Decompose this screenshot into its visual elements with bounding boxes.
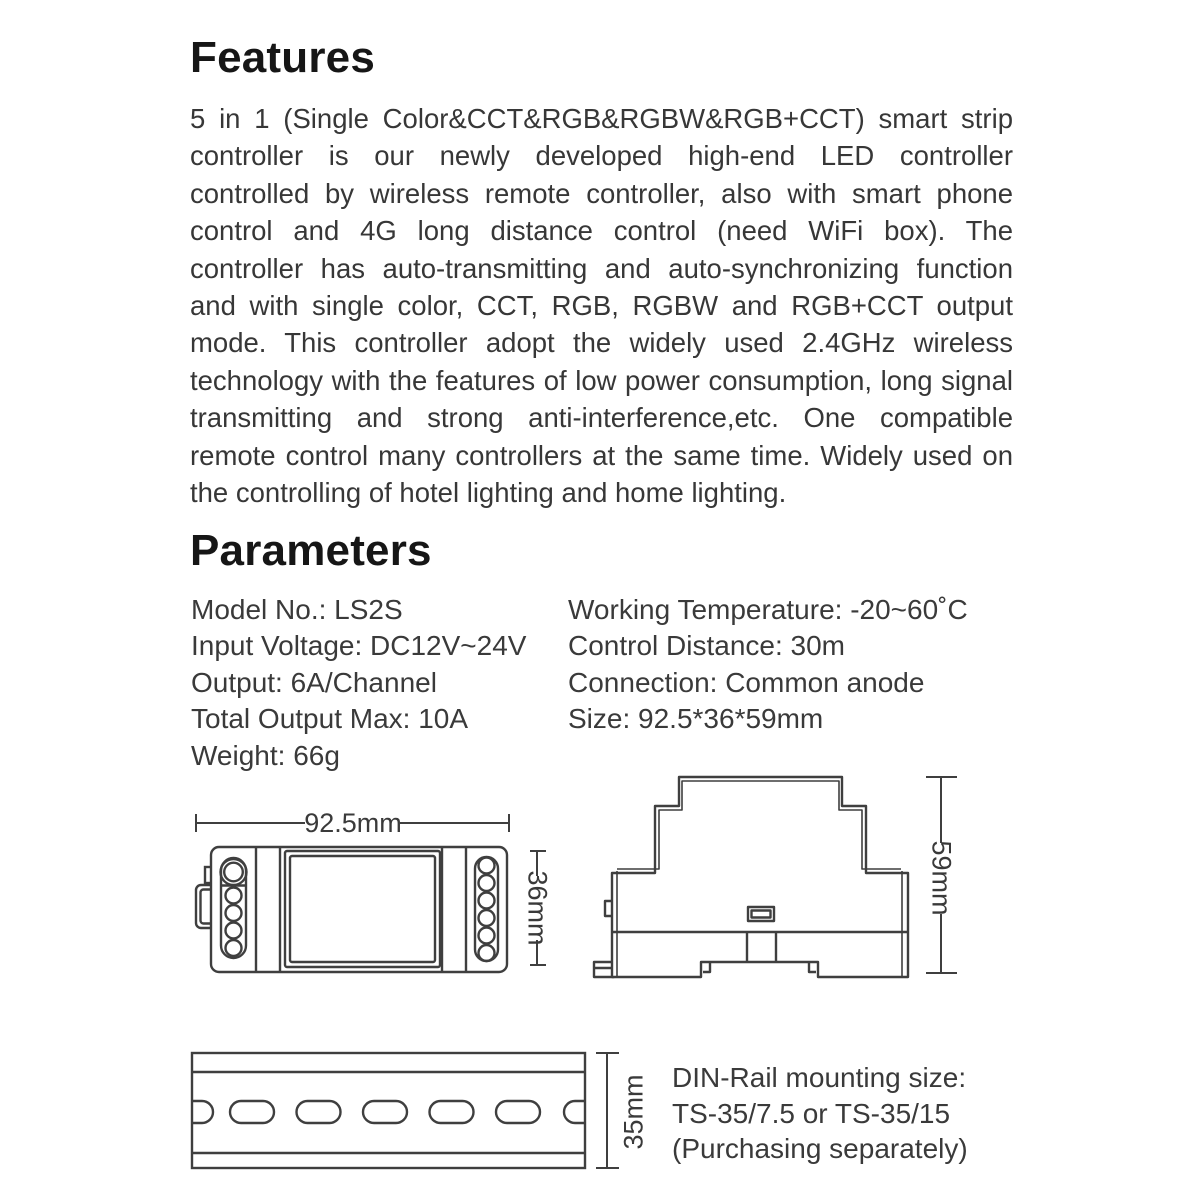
- din-rail-note: [672, 1060, 968, 1167]
- right-terminal-strip: [475, 857, 498, 961]
- top-view-drawing: [196, 847, 507, 972]
- param-weight: Weight: 66g: [191, 739, 340, 771]
- param-input-voltage: Input Voltage: DC12V~24V: [191, 630, 527, 662]
- din-note-line1: DIN-Rail mounting size:: [672, 1062, 967, 1093]
- side-height-dimension-label: 59mm: [926, 840, 957, 916]
- mounting-slot: [748, 907, 774, 921]
- side-tab: [196, 885, 215, 928]
- features-paragraph: 5 in 1 (Single Color&CCT&RGB&RGBW&RGB+CCT) smart strip controller is our newly developed high-end LED controller controlled by wireless remote controller, also with smart phone control and 4G long distance control (need WiFi box). The controller has auto-transmitting and auto-synchronizing function and with single color, CCT, RGB, RGBW and RGB+CCT output mode. This controller adopt the widely used 2.4GHz wireless technology with the features of low power consumption, long signal transmitting and strong anti-interference,etc. One compatible remote control many controllers at the same time. Widely used on the controlling of hotel lighting and home lighting.: [190, 103, 1013, 509]
- height-dimension-label: 36mm: [522, 870, 553, 946]
- param-working-temperature: Working Temperature: -20~60˚C: [568, 594, 968, 625]
- label-window: [285, 851, 440, 967]
- parameters-right-column: [568, 592, 968, 738]
- param-total-output: Total Output Max: 10A: [191, 703, 469, 735]
- din-note-line2: TS-35/7.5 or TS-35/15: [672, 1097, 951, 1129]
- width-dimension-label: 92.5mm: [304, 808, 402, 838]
- din-rail-drawing: [192, 1053, 585, 1168]
- parameters-title: Parameters: [190, 526, 432, 575]
- param-output: Output: 6A/Channel: [191, 666, 437, 698]
- din-rail-slots: [192, 1101, 585, 1123]
- param-connection: Connection: Common anode: [568, 666, 925, 698]
- left-terminal-strip: [221, 858, 247, 958]
- param-size: Size: 92.5*36*59mm: [568, 703, 824, 735]
- side-view-drawing: [594, 777, 908, 977]
- features-title: Features: [190, 33, 376, 82]
- din-note-line3: (Purchasing separately): [672, 1133, 968, 1164]
- param-model: Model No.: LS2S: [191, 594, 403, 625]
- controller-body: [211, 847, 507, 972]
- rail-height-dimension-label: 35mm: [618, 1074, 649, 1150]
- parameters-left-column: [191, 592, 526, 774]
- side-bump: [205, 867, 214, 883]
- din-rail-dimension-lines: [596, 1053, 619, 1168]
- rail-latch: [594, 962, 614, 977]
- param-control-distance: Control Distance: 30m: [568, 630, 846, 662]
